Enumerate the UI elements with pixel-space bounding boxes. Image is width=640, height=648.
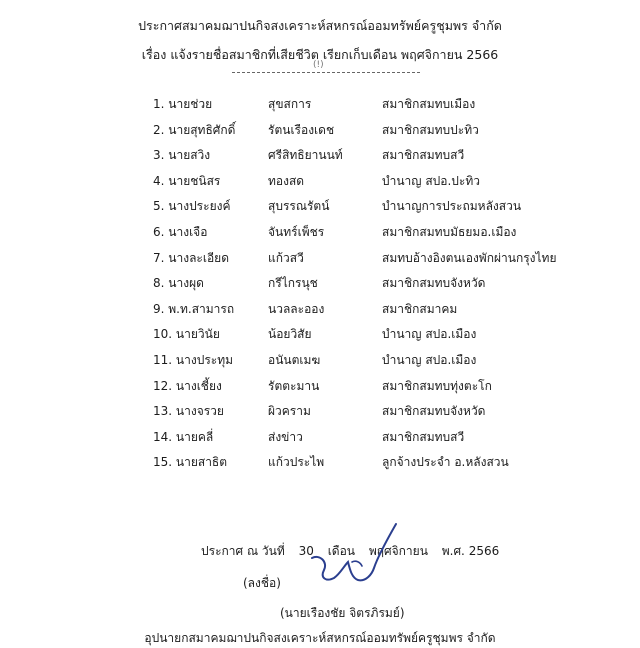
member-surname: ผิวคราม — [268, 404, 311, 419]
member-name: 10. นายวินัย — [153, 327, 220, 342]
member-unit: สมาชิกสมทบทุ่งตะโก — [382, 378, 492, 393]
member-unit: สมาชิกสมทบเมือง — [382, 97, 476, 111]
member-unit: บำนาญ สปอ.ปะทิว — [382, 173, 481, 188]
member-row — [0, 249, 640, 269]
signature-mark — [300, 518, 410, 598]
member-name: 15. นายสาธิต — [153, 455, 228, 470]
member-surname: กรีไกรนุช — [268, 276, 318, 291]
member-row — [0, 351, 640, 371]
member-unit: บำนาญ สปอ.เมือง — [382, 327, 477, 342]
signer-position: อุปนายกสมาคมฌาปนกิจสงเคราะห์สหกรณ์ออมทรัพย์ครูชุมพร จำกัด — [144, 631, 496, 645]
dashed-divider — [232, 72, 420, 73]
member-name: 8. นางผุด — [153, 276, 204, 291]
member-name: 6. นางเจือ — [153, 225, 208, 239]
member-row — [0, 300, 640, 320]
member-unit: บำนาญการประถมหลังสวน — [382, 199, 522, 214]
member-row — [0, 197, 640, 217]
member-name: 3. นายสวิง — [153, 148, 211, 163]
date-day: 30 — [298, 544, 314, 558]
member-unit: สมทบอ้างอิงตนเองพักผ่านกรุงไทย — [382, 250, 557, 265]
member-unit: สมาชิกสมทบสวี — [382, 148, 465, 163]
announcement-title: ประกาศสมาคมฌาปนกิจสงเคราะห์สหกรณ์ออมทรัพย์ครูชุมพร จำกัด — [138, 18, 502, 33]
member-surname: ศรีสิทธิยานนท์ — [268, 148, 343, 163]
member-surname: สุบรรณรัตน์ — [268, 199, 330, 214]
member-name: 14. นายคลี่ — [153, 429, 214, 444]
member-name: 12. นางเชี้ยง — [153, 378, 222, 393]
member-unit: ลูกจ้างประจำ อ.หลังสวน — [382, 455, 509, 470]
member-unit: สมาชิกสมทบมัธยมอ.เมือง — [382, 225, 517, 239]
member-row — [0, 325, 640, 345]
member-unit: สมาชิกสมาคม — [382, 301, 458, 316]
member-name: 11. นางประทุม — [153, 353, 234, 367]
date-year: พ.ศ. 2566 — [441, 544, 500, 558]
member-name: 2. นายสุทธิศักดิ์ — [153, 122, 236, 137]
member-row — [0, 428, 640, 448]
member-surname: แก้วประไพ — [268, 455, 325, 470]
member-surname: นวลละออง — [268, 301, 325, 316]
signer-name: (นายเรืองชัย จิตรภิรมย์) — [280, 606, 405, 620]
member-name: 4. นายชนิสร — [153, 173, 221, 188]
member-surname: อนันตเมฆ — [268, 353, 321, 367]
announcement-subject: เรื่อง แจ้งรายชื่อสมาชิกที่เสียชีวิต เรียกเก็บเดือน พฤศจิกายน 2566 — [141, 47, 499, 62]
member-row — [0, 377, 640, 397]
member-name: 7. นางละเอียด — [153, 250, 229, 265]
member-row — [0, 274, 640, 294]
member-row — [0, 223, 640, 243]
member-row — [0, 95, 640, 115]
date-month: พฤศจิกายน — [368, 544, 428, 558]
date-month-label: เดือน — [327, 544, 355, 558]
member-surname: รัตตะมาน — [268, 378, 320, 393]
member-row — [0, 453, 640, 473]
member-surname: น้อยวิสัย — [268, 327, 312, 342]
member-surname: รัตนเรืองเดช — [268, 122, 335, 137]
member-surname: ส่งข่าว — [268, 429, 303, 444]
date-announce-label: ประกาศ ณ วันที่ — [201, 544, 285, 558]
small-mark: (!) — [313, 60, 324, 70]
member-row — [0, 402, 640, 422]
member-unit: บำนาญ สปอ.เมือง — [382, 353, 477, 367]
member-name: 5. นางประยงค์ — [153, 199, 231, 214]
member-row — [0, 146, 640, 166]
member-surname: จันทร์เพ็ชร — [268, 225, 325, 239]
member-row — [0, 172, 640, 192]
member-name: 13. นางจรวย — [153, 404, 224, 419]
sign-label: (ลงชื่อ) — [243, 576, 281, 590]
member-unit: สมาชิกสมทบสวี — [382, 429, 465, 444]
member-unit: สมาชิกสมทบจังหวัด — [382, 276, 486, 291]
member-surname: สุขสการ — [268, 97, 312, 111]
member-unit: สมาชิกสมทบจังหวัด — [382, 404, 486, 419]
member-name: 1. นายช่วย — [153, 97, 213, 111]
member-surname: ทองสด — [268, 173, 305, 188]
member-row — [0, 121, 640, 141]
member-surname: แก้วสวี — [268, 250, 304, 265]
member-name: 9. พ.ท.สามารถ — [153, 301, 235, 316]
member-unit: สมาชิกสมทบปะทิว — [382, 122, 479, 137]
